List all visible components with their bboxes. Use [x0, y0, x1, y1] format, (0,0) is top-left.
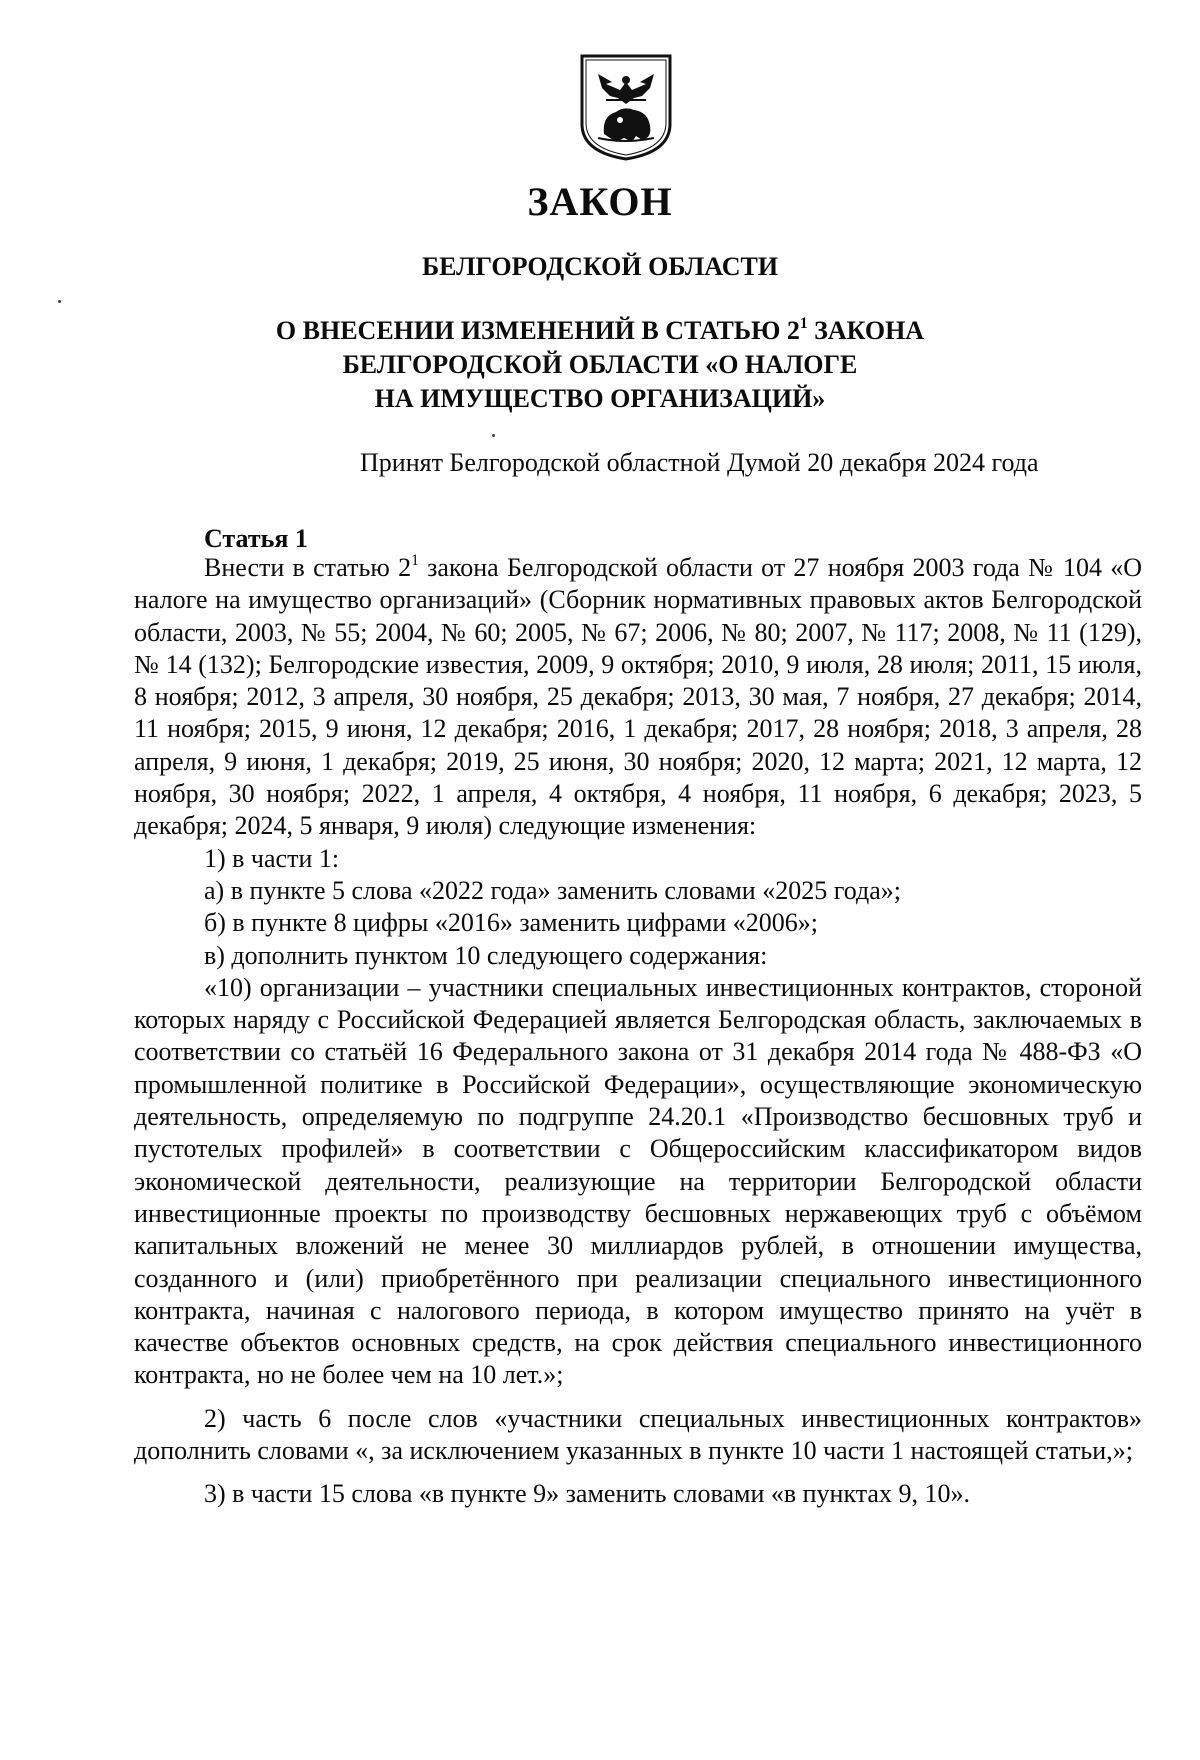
item-1a: а) в пункте 5 слова «2022 года» заменить словами «2025 года»;: [204, 875, 901, 905]
subject-line-1-text: О ВНЕСЕНИИ ИЗМЕНЕНИЙ В СТАТЬЮ 2: [275, 316, 800, 345]
subject-line-1-end: ЗАКОНА: [807, 316, 925, 345]
article-title: Статья 1: [204, 524, 308, 553]
scan-speck: [492, 434, 495, 437]
intro-text-rest: закона Белгородской области от 27 ноября 2003 года № 104 «О налоге на имущество организаций» (Сборник нормативных правовых актов Белгородской области, 2003, № 55; 2004, № 60; 2005, № 67; 2006, № 80; 2007, № 117; 2008, № 11 (129), № 14 (132); Белгородские известия, 2009, 9 октября; 2010, 9 июля, 28 июля; 2011, 15 июля, 8 ноября; 2012, 3 апреля, 30 ноября, 25 декабря; 2013, 30 мая, 7 ноября, 27 декабря; 2014, 11 ноября; 2015, 9 июня, 12 декабря; 2016, 1 декабря; 2017, 28 ноября; 2018, 3 апреля, 28 апреля, 9 июня, 1 декабря; 2019, 25 июня, 30 ноября; 2020, 12 марта; 2021, 12 марта, 12 ноября, 30 ноября; 2022, 1 апреля, 4 октября, 4 ноября, 11 ноября, 6 декабря; 2023, 5 декабря; 2024, 5 января, 9 июля) следующие изменения:: [134, 553, 1142, 841]
item-2: 2) часть 6 после слов «участники специальных инвестиционных контрактов» дополнить словами «, за исключением указанных в пункте 10 части 1 настоящей статьи,»;: [134, 1403, 1142, 1466]
item-1c-new-point: «10) организации – участники специальных инвестиционных контрактов, стороной которых наряду с Российской Федерацией является Белгородская область, заключаемых в соответствии со статьёй 16 Федерального закона от 31 декабря 2014 года № 488-ФЗ «О промышленной политике в Российской Федерации», осуществляющие экономическую деятельность, определяемую по подгруппе 24.20.1 «Производство бесшовных труб и пустотелых профилей» в соответствии с Общероссийским классификатором видов экономической деятельности, реализующие на территории Белгородской области инвестиционные проекты по производству бесшовных нержавеющих труб с объёмом капитальных вложений не менее 30 миллиардов рублей, в отношении имущества, созданного и (или) приобретённого при реализации специального инвестиционного контракта, начиная с налогового периода, в котором имущество принято на учёт в качестве объектов основных средств, на срок действия специального инвестиционного контракта, но не более чем на 10 лет.»;: [134, 972, 1142, 1390]
item-1: 1) в части 1:: [204, 843, 340, 873]
item-3: 3) в части 15 слова «в пункте 9» заменить словами «в пунктах 9, 10».: [204, 1479, 970, 1509]
subject-line-3: НА ИМУЩЕСТВО ОРГАНИЗАЦИЙ»: [374, 384, 826, 413]
subject-line-2: БЕЛГОРОДСКОЙ ОБЛАСТИ «О НАЛОГЕ: [342, 350, 858, 379]
item-1b: б) в пункте 8 цифры «2016» заменить цифрами «2006»;: [204, 908, 818, 938]
subject-superscript: 1: [799, 315, 808, 333]
coat-of-arms-icon: [576, 52, 676, 162]
law-subject-heading: [0, 314, 1200, 416]
document-title: ЗАКОН: [527, 179, 673, 224]
intro-text-start: Внести в статью 2: [204, 553, 412, 582]
intro-superscript: 1: [411, 552, 419, 570]
region-heading: БЕЛГОРОДСКОЙ ОБЛАСТИ: [421, 252, 779, 281]
subject-line-1: [0, 314, 1200, 348]
article-intro: [134, 552, 1142, 843]
scan-speck: [58, 300, 61, 303]
article-body: [134, 552, 1142, 1511]
adoption-note: Принят Белгородской областной Думой 20 декабря 2024 года: [360, 448, 1039, 477]
item-1c: в) дополнить пунктом 10 следующего содержания:: [204, 940, 768, 970]
